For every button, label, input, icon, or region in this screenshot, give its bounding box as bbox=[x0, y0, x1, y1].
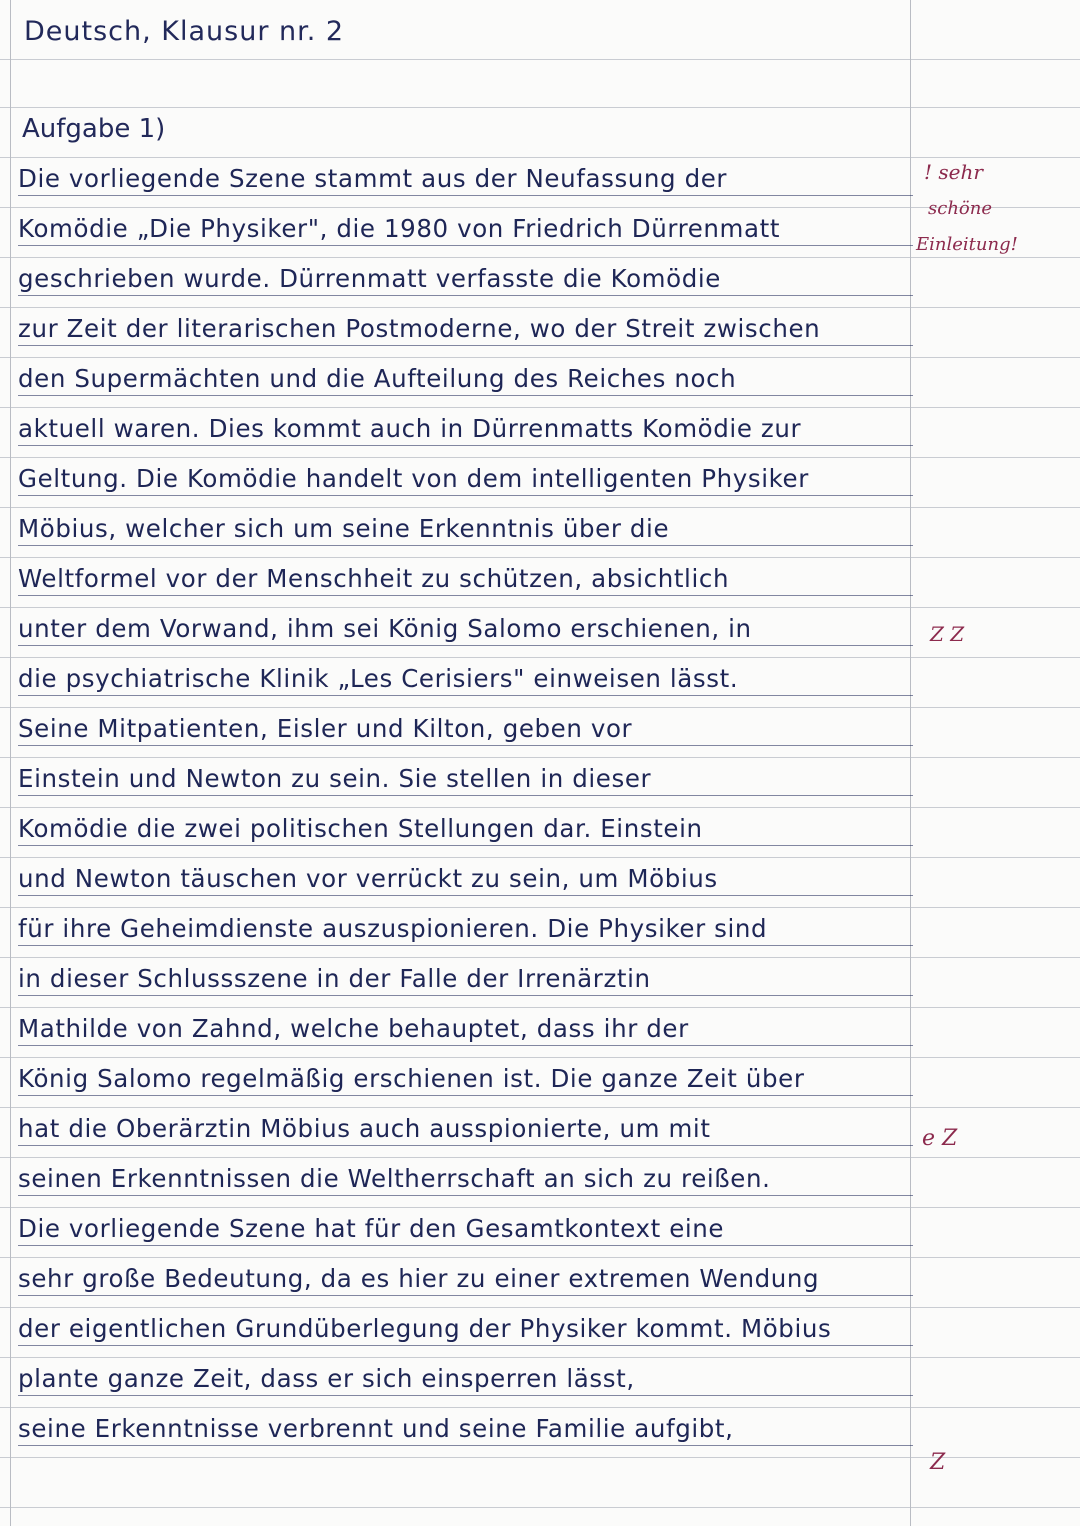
notebook-rule bbox=[0, 1407, 1080, 1408]
notebook-rule bbox=[0, 1057, 1080, 1058]
text-line: geschrieben wurde. Dürrenmatt verfasste die Komödie bbox=[18, 264, 913, 296]
notebook-rule bbox=[0, 707, 1080, 708]
margin-correction-mark: e Z bbox=[922, 1126, 958, 1151]
text-line: Einstein und Newton zu sein. Sie stellen in dieser bbox=[18, 764, 913, 796]
text-line: Möbius, welcher sich um seine Erkenntnis über die bbox=[18, 514, 913, 546]
margin-correction-mark: Z bbox=[930, 1450, 946, 1475]
text-line: plante ganze Zeit, dass er sich einsperren lässt, bbox=[18, 1364, 913, 1396]
notebook-rule bbox=[0, 557, 1080, 558]
notebook-rule bbox=[0, 1307, 1080, 1308]
text-line: zur Zeit der literarischen Postmoderne, wo der Streit zwischen bbox=[18, 314, 913, 346]
notebook-rule bbox=[0, 607, 1080, 608]
notebook-rule bbox=[0, 357, 1080, 358]
notebook-rule bbox=[0, 807, 1080, 808]
page-title: Deutsch, Klausur nr. 2 bbox=[24, 16, 345, 47]
text-line: aktuell waren. Dies kommt auch in Dürrenmatts Komödie zur bbox=[18, 414, 913, 446]
text-line: den Supermächten und die Aufteilung des Reiches noch bbox=[18, 364, 913, 396]
notebook-rule bbox=[0, 1007, 1080, 1008]
notebook-rule bbox=[0, 907, 1080, 908]
notebook-rule bbox=[0, 157, 1080, 158]
text-line: sehr große Bedeutung, da es hier zu einer extremen Wendung bbox=[18, 1264, 913, 1296]
left-margin-line bbox=[10, 0, 11, 1526]
text-line: Die vorliegende Szene stammt aus der Neufassung der bbox=[18, 164, 913, 196]
margin-comment: ! sehr bbox=[924, 160, 983, 184]
margin-comment: Einleitung! bbox=[916, 234, 1018, 255]
text-line: Komödie die zwei politischen Stellungen dar. Einstein bbox=[18, 814, 913, 846]
notebook-rule bbox=[0, 407, 1080, 408]
text-line: Seine Mitpatienten, Eisler und Kilton, geben vor bbox=[18, 714, 913, 746]
text-line: unter dem Vorwand, ihm sei König Salomo erschienen, in bbox=[18, 614, 913, 646]
text-line: in dieser Schlussszene in der Falle der Irrenärztin bbox=[18, 964, 913, 996]
notebook-rule bbox=[0, 107, 1080, 108]
text-line: seine Erkenntnisse verbrennt und seine Familie aufgibt, bbox=[18, 1414, 913, 1446]
text-line: Geltung. Die Komödie handelt von dem intelligenten Physiker bbox=[18, 464, 913, 496]
notebook-rule bbox=[0, 207, 1080, 208]
margin-correction-mark: Z Z bbox=[930, 622, 965, 646]
notebook-rule bbox=[0, 1457, 1080, 1458]
notebook-rule bbox=[0, 1507, 1080, 1508]
text-line: König Salomo regelmäßig erschienen ist. Die ganze Zeit über bbox=[18, 1064, 913, 1096]
text-line: Mathilde von Zahnd, welche behauptet, dass ihr der bbox=[18, 1014, 913, 1046]
task-heading: Aufgabe 1) bbox=[22, 114, 166, 144]
notebook-rule bbox=[0, 1207, 1080, 1208]
text-line: Weltformel vor der Menschheit zu schützen, absichtlich bbox=[18, 564, 913, 596]
text-line: Die vorliegende Szene hat für den Gesamtkontext eine bbox=[18, 1214, 913, 1246]
text-line: seinen Erkenntnissen die Weltherrschaft an sich zu reißen. bbox=[18, 1164, 913, 1196]
notebook-rule bbox=[0, 59, 1080, 60]
margin-comment: schöne bbox=[928, 198, 992, 219]
notebook-rule bbox=[0, 507, 1080, 508]
text-line: die psychiatrische Klinik „Les Cerisiers" einweisen lässt. bbox=[18, 664, 913, 696]
notebook-rule bbox=[0, 257, 1080, 258]
notebook-rule bbox=[0, 457, 1080, 458]
text-line: Komödie „Die Physiker", die 1980 von Friedrich Dürrenmatt bbox=[18, 214, 913, 246]
notebook-rule bbox=[0, 757, 1080, 758]
text-line: der eigentlichen Grundüberlegung der Physiker kommt. Möbius bbox=[18, 1314, 913, 1346]
text-line: und Newton täuschen vor verrückt zu sein, um Möbius bbox=[18, 864, 913, 896]
notebook-rule bbox=[0, 307, 1080, 308]
notebook-rule bbox=[0, 1107, 1080, 1108]
notebook-rule bbox=[0, 1357, 1080, 1358]
text-line: hat die Oberärztin Möbius auch ausspionierte, um mit bbox=[18, 1114, 913, 1146]
notebook-rule bbox=[0, 957, 1080, 958]
notebook-rule bbox=[0, 1257, 1080, 1258]
text-line: für ihre Geheimdienste auszuspionieren. Die Physiker sind bbox=[18, 914, 913, 946]
notebook-rule bbox=[0, 857, 1080, 858]
notebook-rule bbox=[0, 657, 1080, 658]
notebook-rule bbox=[0, 1157, 1080, 1158]
